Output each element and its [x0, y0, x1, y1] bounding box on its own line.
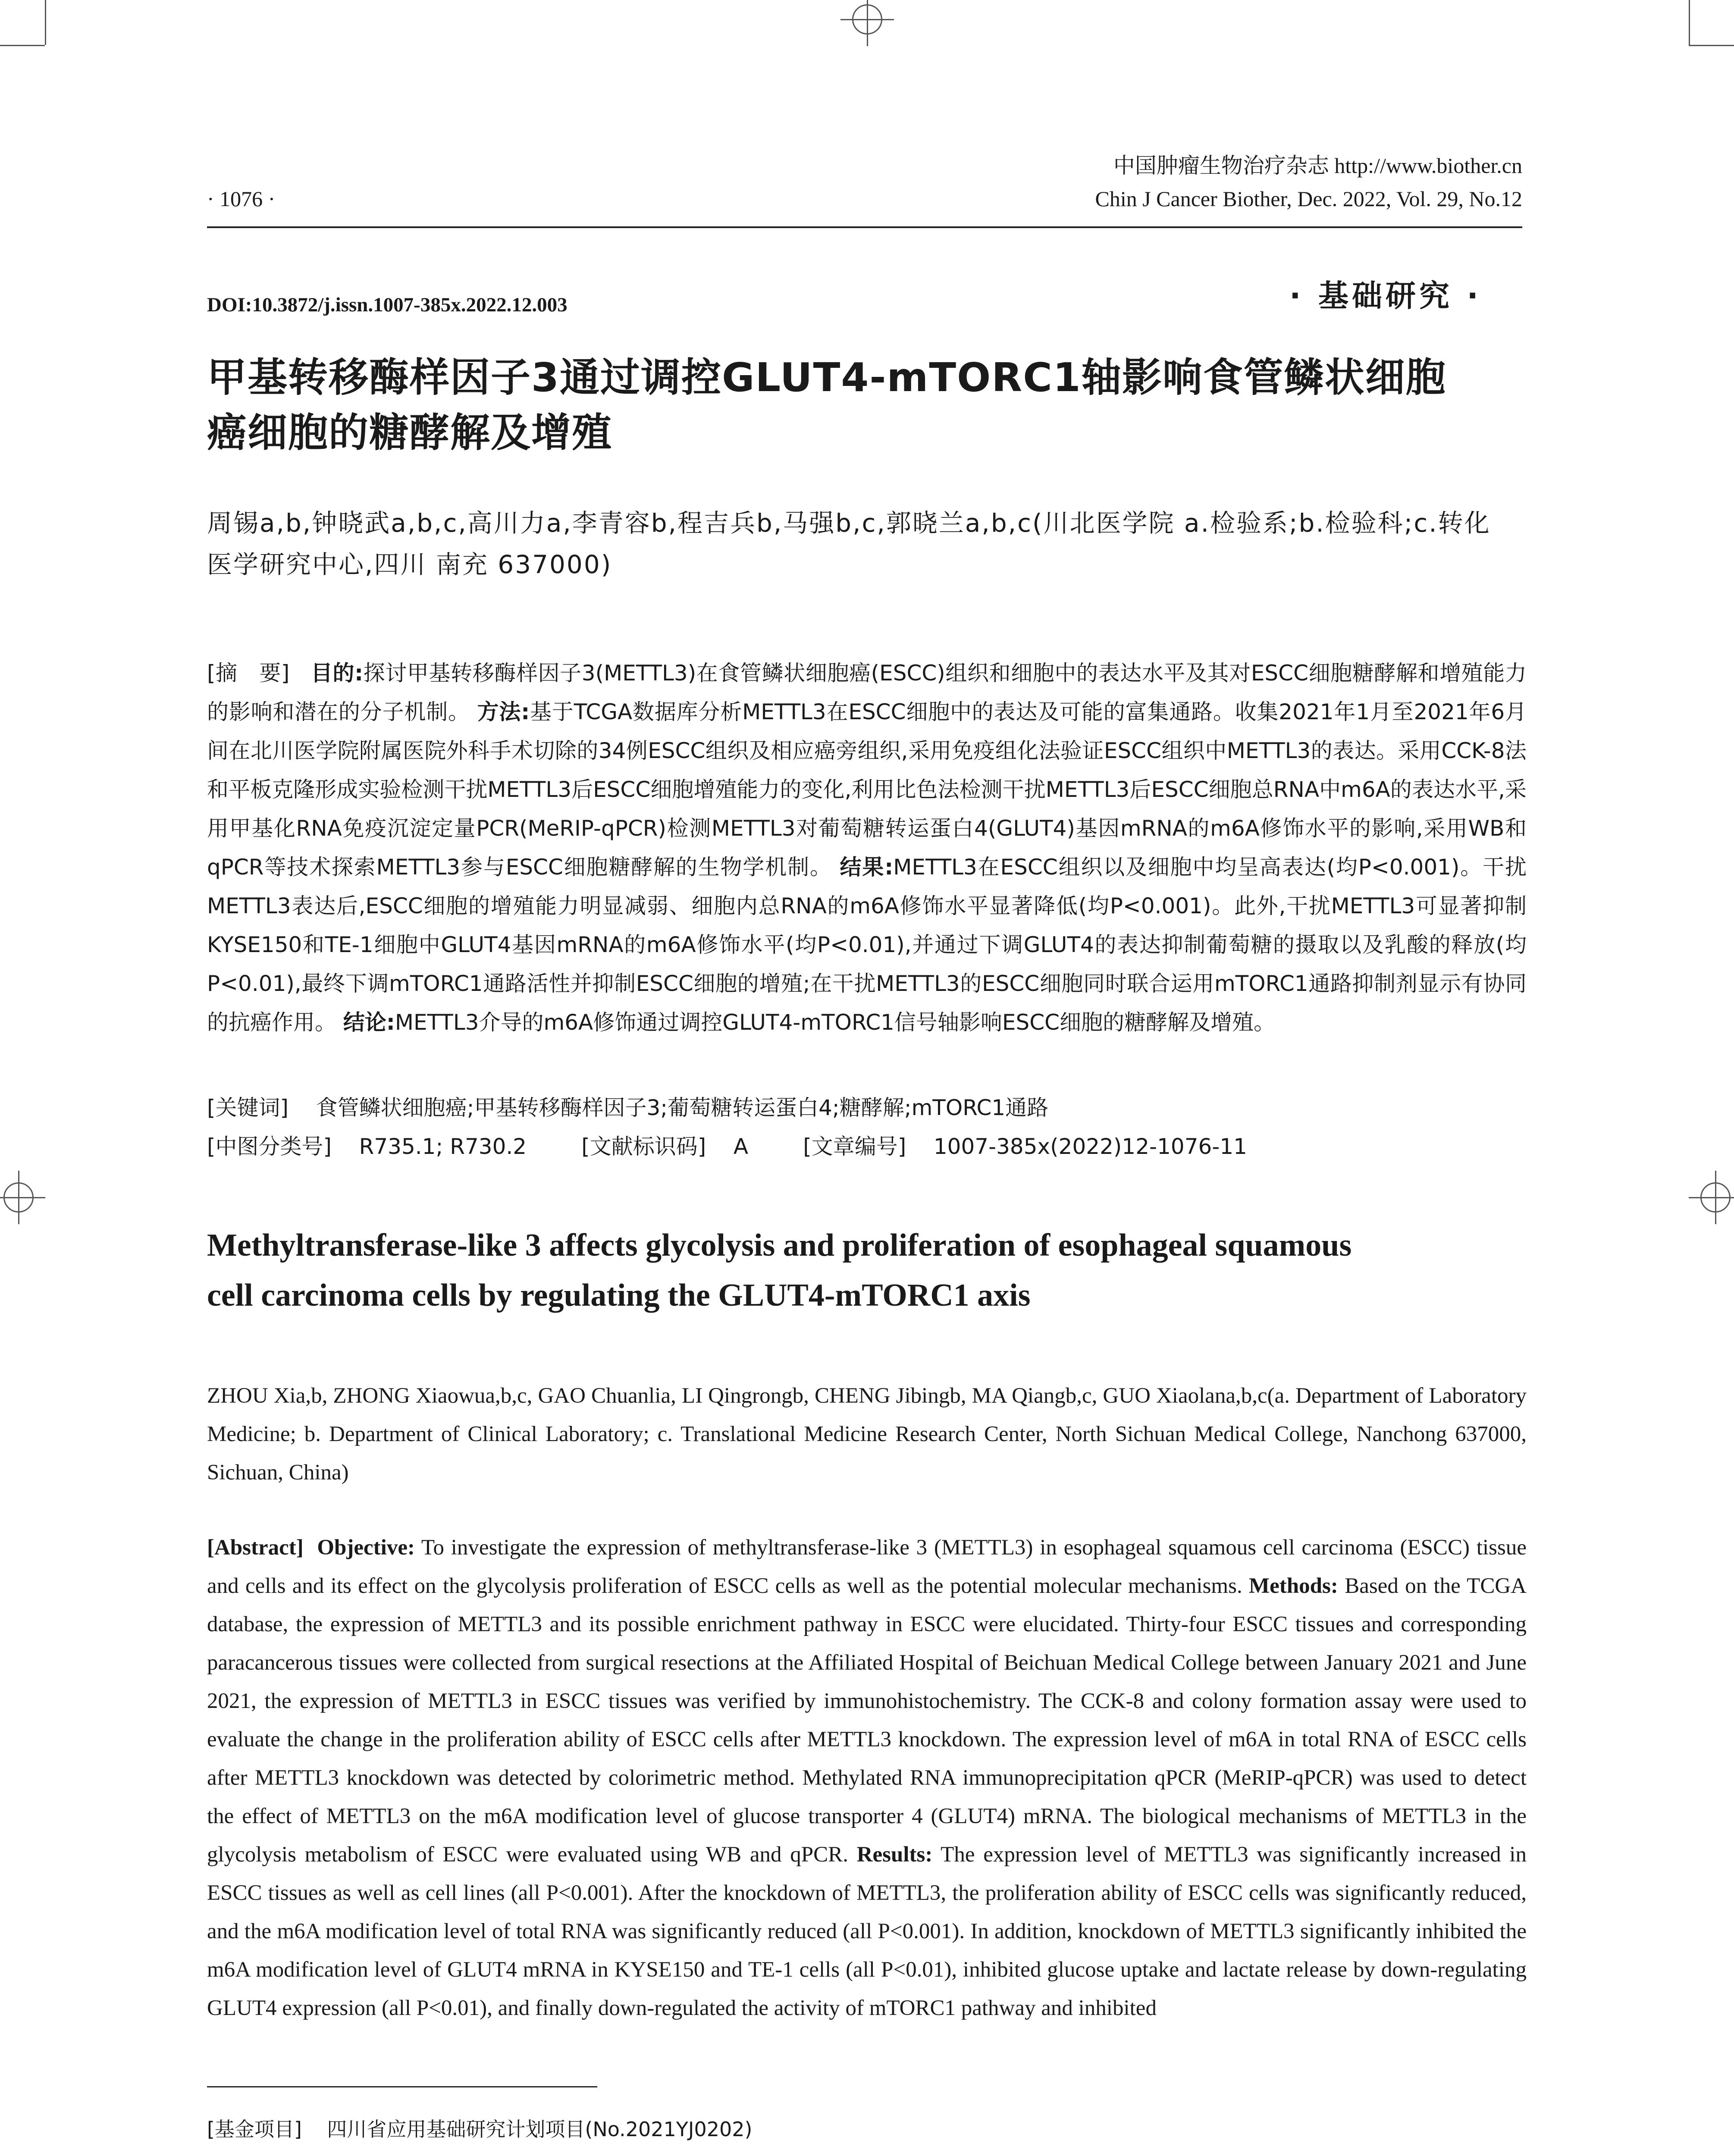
crop-mark	[45, 0, 46, 45]
classification-row	[207, 1127, 1527, 1166]
results-en-label: Results:	[856, 1843, 933, 1867]
title-en	[207, 1220, 1535, 1320]
doc-code-label: [文献标识码]	[581, 1134, 706, 1159]
authors-cn	[207, 502, 1535, 585]
title-en-line: Methyltransferase-like 3 affects glycolysis and proliferation of esophageal squamous	[207, 1228, 1352, 1263]
title-cn-line: 癌细胞的糖酵解及增殖	[207, 410, 613, 456]
authors-en: ZHOU Xia,b, ZHONG Xiaowua,b,c, GAO Chuanlia, LI Qingrongb, CHENG Jibingb, MA Qiangb,c, GUO Xiaolana,b,c(a. Department of Laboratory Medicine; b. Department of Clinical Laboratory; c. Translational Medicine Research Center, North Sichuan Medical College, Nanchong 637000, Sichuan, China)	[207, 1384, 1527, 1485]
abstract-cn	[207, 654, 1527, 1042]
title-cn	[207, 350, 1535, 461]
objective-label: 目的:	[310, 661, 364, 686]
title-cn-line: 甲基转移酶样因子3通过调控GLUT4-mTORC1轴影响食管鳞状细胞	[207, 354, 1446, 401]
clc-value: R735.1; R730.2	[359, 1134, 527, 1159]
methods-text: 基于TCGA数据库分析METTL3在ESCC细胞中的表达及可能的富集通路。收集2021年1月至2021年6月间在北川医学院附属医院外科手术切除的34例ESCC组织及相应癌旁组织,采用免疫组化法验证ESCC组织中METTL3的表达。采用CCK-8法和平板克隆形成实验检测干扰METTL3后ESCC细胞增殖能力的变化,利用比色法检测干扰METTL3后ESCC细胞总RNA中m6A的表达水平,采用甲基化RNA免疫沉淀定量PCR(MeRIP-qPCR)检测METTL3对葡萄糖转运蛋白4(GLUT4)基因mRNA的m6A修饰水平的影响,采用WB和qPCR等技术探索METTL3参与ESCC细胞糖酵解的生物学机制。	[207, 699, 1527, 880]
doc-code-value: A	[733, 1134, 749, 1159]
objective-text: 探讨甲基转移酶样因子3(METTL3)在食管鳞状细胞癌(ESCC)组织和细胞中的表达水平及其对ESCC细胞糖酵解和增殖能力的影响和潜在的分子机制。	[207, 661, 1527, 724]
crop-mark	[0, 45, 45, 46]
article-no-label: [文章编号]	[803, 1134, 906, 1159]
fund-footnote	[207, 2109, 1527, 2150]
footnote-rule	[207, 2086, 597, 2087]
clc-label: [中图分类号]	[207, 1134, 332, 1159]
methods-label: 方法:	[477, 699, 530, 724]
crop-mark	[1689, 0, 1690, 45]
keywords-text: 食管鳞状细胞癌;甲基转移酶样因子3;葡萄糖转运蛋白4;糖酵解;mTORC1通路	[316, 1095, 1049, 1120]
page-number: · 1076 ·	[207, 187, 276, 211]
crop-mark	[1689, 45, 1734, 46]
keywords-label: [关键词]	[207, 1095, 289, 1120]
section-label: · 基础研究 ·	[1289, 278, 1482, 313]
conclusion-text: METTL3介导的m6A修饰通过调控GLUT4-mTORC1信号轴影响ESCC细胞的糖酵解及增殖。	[395, 1010, 1276, 1035]
methods-en-text: Based on the TCGA database, the expression of METTL3 and its possible enrichment pathway in ESCC were elucidated. Thirty-four ESCC tissues and corresponding paracancerous tissues were collected from surgical resections at the Affiliated Hospital of Beichuan Medical College between January 2021 and June 2021, the expression of METTL3 in ESCC tissues was verified by immunohistochemistry. The CCK-8 and colony formation assay were used to evaluate the change in the proliferation ability of ESCC cells after METTL3 knockdown. The expression level of m6A in total RNA of ESCC cells after METTL3 knockdown was detected by colorimetric method. Methylated RNA immunoprecipitation qPCR (MeRIP-qPCR) was used to detect the effect of METTL3 on the m6A modification level of glucose transporter 4 (GLUT4) mRNA. The biological mechanisms of METTL3 in the glycolysis metabolism of ESCC were evaluated using WB and qPCR.	[207, 1574, 1527, 1867]
fund-text: 四川省应用基础研究计划项目(No.2021YJ0202)	[327, 2118, 753, 2141]
abstract-en	[207, 1529, 1527, 2028]
results-label: 结果:	[840, 855, 894, 880]
abstract-en-label: [Abstract]	[207, 1536, 304, 1560]
results-text: METTL3在ESCC组织以及细胞中均呈高表达(均P<0.001)。干扰METTL3表达后,ESCC细胞的增殖能力明显减弱、细胞内总RNA的m6A修饰水平显著降低(均P<0.001)。此外,干扰METTL3可显著抑制KYSE150和TE-1细胞中GLUT4基因mRNA的m6A修饰水平(均P<0.01),并通过下调GLUT4的表达抑制葡萄糖的摄取以及乳酸的释放(均P<0.01),最终下调mTORC1通路活性并抑制ESCC细胞的增殖;在干扰METTL3的ESCC细胞同时联合运用mTORC1通路抑制剂显示有协同的抗癌作用。	[207, 855, 1527, 1035]
title-en-line: cell carcinoma cells by regulating the GLUT4-mTORC1 axis	[207, 1278, 1031, 1313]
results-en-text: The expression level of METTL3 was significantly increased in ESCC tissues as well as cell lines (all P<0.001). After the knockdown of METTL3, the proliferation ability of ESCC cells was significantly reduced, and the m6A modification level of total RNA was significantly reduced (all P<0.001). In addition, knockdown of METTL3 significantly inhibited the m6A modification level of GLUT4 mRNA in KYSE150 and TE-1 cells (all P<0.01), inhibited glucose uptake and lactate release by down-regulating GLUT4 expression (all P<0.01), and finally down-regulated the activity of mTORC1 pathway and inhibited	[207, 1843, 1527, 2020]
authors-cn-line: 周锡a,b,钟晓武a,b,c,高川力a,李青容b,程吉兵b,马强b,c,郭晓兰a,b,c(川北医学院 a.检验系;b.检验科;c.转化	[207, 508, 1491, 538]
footnotes	[207, 2109, 1527, 2156]
journal-cn-url: 中国肿瘤生物治疗杂志 http://www.biother.cn	[1113, 154, 1522, 178]
registration-mark	[3, 1182, 34, 1213]
registration-mark	[852, 4, 882, 34]
fund-label: [基金项目]	[207, 2118, 302, 2141]
header-rule	[207, 226, 1522, 228]
objective-en-text: To investigate the expression of methyltransferase-like 3 (METTL3) in esophageal squamous cell carcinoma (ESCC) tissue and cells and its effect on the glycolysis proliferation of ESCC cells as well as the potential molecular mechanisms.	[207, 1536, 1527, 1598]
registration-mark	[1700, 1182, 1731, 1213]
methods-en-label: Methods:	[1249, 1574, 1338, 1598]
author-footnote	[207, 2150, 1527, 2156]
authors-cn-line: 医学研究中心,四川 南充 637000)	[207, 550, 612, 579]
article-no-value: 1007-385x(2022)12-1076-11	[933, 1134, 1247, 1159]
objective-en-label: Objective:	[317, 1536, 415, 1560]
doi: DOI:10.3872/j.issn.1007-385x.2022.12.003	[207, 294, 568, 316]
journal-citation: Chin J Cancer Biother, Dec. 2022, Vol. 29, No.12	[1095, 187, 1522, 211]
abstract-label: [摘 要]	[207, 661, 290, 686]
conclusion-label: 结论:	[343, 1010, 395, 1035]
keywords-cn	[207, 1088, 1527, 1127]
